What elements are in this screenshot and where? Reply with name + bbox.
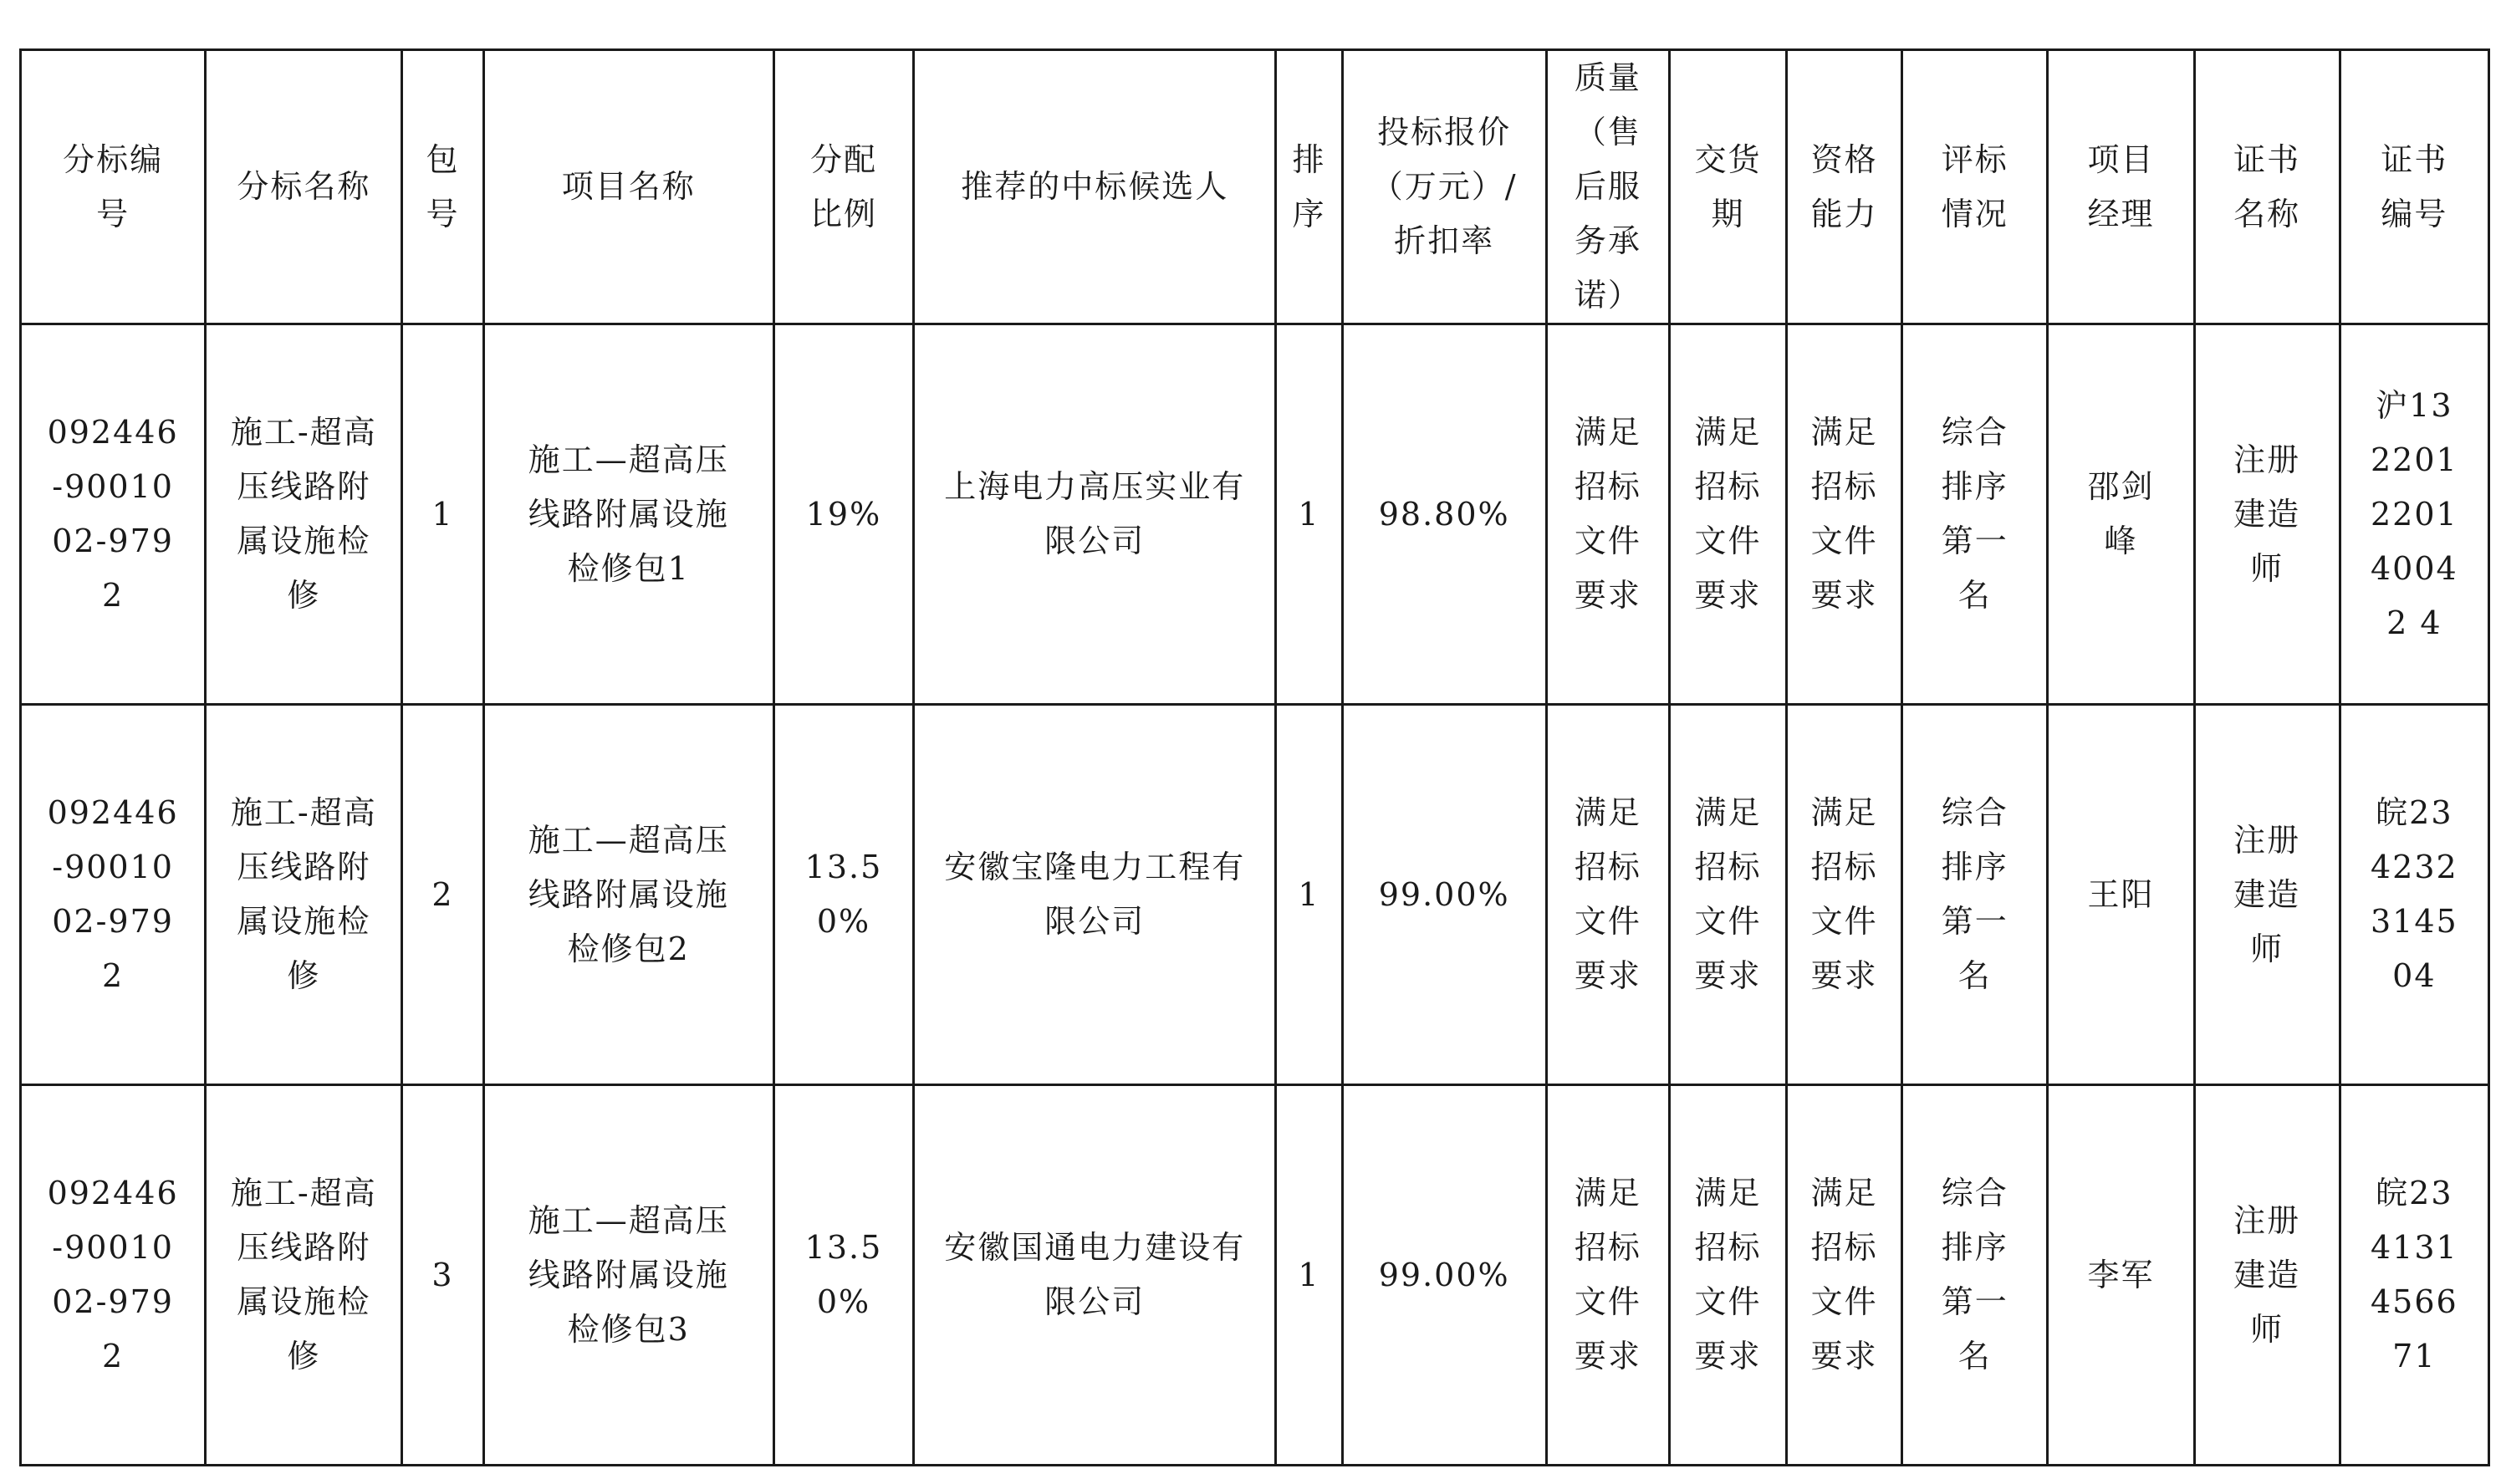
cell-project-name: 施工—超高压线路附属设施检修包3 xyxy=(483,1085,773,1466)
header-cell-evaluation: 评标情况 xyxy=(1902,50,2048,324)
cell-evaluation: 综合排序第一名 xyxy=(1902,1085,2048,1466)
header-cell-subbid-name: 分标名称 xyxy=(206,50,402,324)
cell-candidate: 安徽宝隆电力工程有限公司 xyxy=(914,705,1276,1085)
header-cell-package-no: 包号 xyxy=(402,50,483,324)
header-cell-delivery: 交货期 xyxy=(1669,50,1786,324)
header-row xyxy=(21,50,2489,324)
table-row xyxy=(21,1085,2489,1466)
cell-package-no: 2 xyxy=(402,705,483,1085)
header-cell-rank: 排序 xyxy=(1276,50,1342,324)
header-cell-price: 投标报价（万元）/折扣率 xyxy=(1342,50,1546,324)
cell-subbid-name: 施工-超高压线路附属设施检修 xyxy=(206,1085,402,1466)
cell-candidate: 安徽国通电力建设有限公司 xyxy=(914,1085,1276,1466)
cell-subbid-no: 092446-9001002-9792 xyxy=(21,705,206,1085)
cell-rank: 1 xyxy=(1276,1085,1342,1466)
cell-manager: 邵剑峰 xyxy=(2048,324,2194,705)
header-cell-ratio: 分配比例 xyxy=(773,50,913,324)
header-cell-project-name: 项目名称 xyxy=(483,50,773,324)
cell-price: 99.00% xyxy=(1342,705,1546,1085)
cell-cert-name: 注册建造师 xyxy=(2194,1085,2340,1466)
header-cell-cert-no: 证书编号 xyxy=(2340,50,2488,324)
cell-qualification: 满足招标文件要求 xyxy=(1787,1085,1902,1466)
header-cell-subbid-no: 分标编号 xyxy=(21,50,206,324)
cell-delivery: 满足招标文件要求 xyxy=(1669,1085,1786,1466)
cell-subbid-no: 092446-9001002-9792 xyxy=(21,1085,206,1466)
header-cell-manager: 项目经理 xyxy=(2048,50,2194,324)
cell-subbid-name: 施工-超高压线路附属设施检修 xyxy=(206,705,402,1085)
bid-result-table xyxy=(19,48,2490,1466)
cell-cert-name: 注册建造师 xyxy=(2194,324,2340,705)
cell-evaluation: 综合排序第一名 xyxy=(1902,705,2048,1085)
cell-cert-no: 皖234131456671 xyxy=(2340,1085,2488,1466)
header-cell-candidate: 推荐的中标候选人 xyxy=(914,50,1276,324)
cell-cert-no: 皖234232314504 xyxy=(2340,705,2488,1085)
cell-price: 98.80% xyxy=(1342,324,1546,705)
cell-rank: 1 xyxy=(1276,705,1342,1085)
cell-cert-name: 注册建造师 xyxy=(2194,705,2340,1085)
cell-manager: 王阳 xyxy=(2048,705,2194,1085)
table-row xyxy=(21,705,2489,1085)
cell-quality: 满足招标文件要求 xyxy=(1546,324,1669,705)
cell-subbid-no: 092446-9001002-9792 xyxy=(21,324,206,705)
cell-package-no: 3 xyxy=(402,1085,483,1466)
cell-rank: 1 xyxy=(1276,324,1342,705)
cell-ratio: 19% xyxy=(773,324,913,705)
cell-cert-no: 沪132201220140042 4 xyxy=(2340,324,2488,705)
cell-subbid-name: 施工-超高压线路附属设施检修 xyxy=(206,324,402,705)
cell-delivery: 满足招标文件要求 xyxy=(1669,705,1786,1085)
cell-delivery: 满足招标文件要求 xyxy=(1669,324,1786,705)
table-row xyxy=(21,324,2489,705)
cell-manager: 李军 xyxy=(2048,1085,2194,1466)
header-cell-qualification: 资格能力 xyxy=(1787,50,1902,324)
cell-price: 99.00% xyxy=(1342,1085,1546,1466)
cell-evaluation: 综合排序第一名 xyxy=(1902,324,2048,705)
cell-qualification: 满足招标文件要求 xyxy=(1787,324,1902,705)
cell-candidate: 上海电力高压实业有限公司 xyxy=(914,324,1276,705)
cell-project-name: 施工—超高压线路附属设施检修包2 xyxy=(483,705,773,1085)
cell-ratio: 13.50% xyxy=(773,705,913,1085)
cell-quality: 满足招标文件要求 xyxy=(1546,705,1669,1085)
cell-quality: 满足招标文件要求 xyxy=(1546,1085,1669,1466)
cell-qualification: 满足招标文件要求 xyxy=(1787,705,1902,1085)
cell-ratio: 13.50% xyxy=(773,1085,913,1466)
cell-package-no: 1 xyxy=(402,324,483,705)
cell-project-name: 施工—超高压线路附属设施检修包1 xyxy=(483,324,773,705)
header-cell-quality: 质量（售后服务承诺） xyxy=(1546,50,1669,324)
header-cell-cert-name: 证书名称 xyxy=(2194,50,2340,324)
